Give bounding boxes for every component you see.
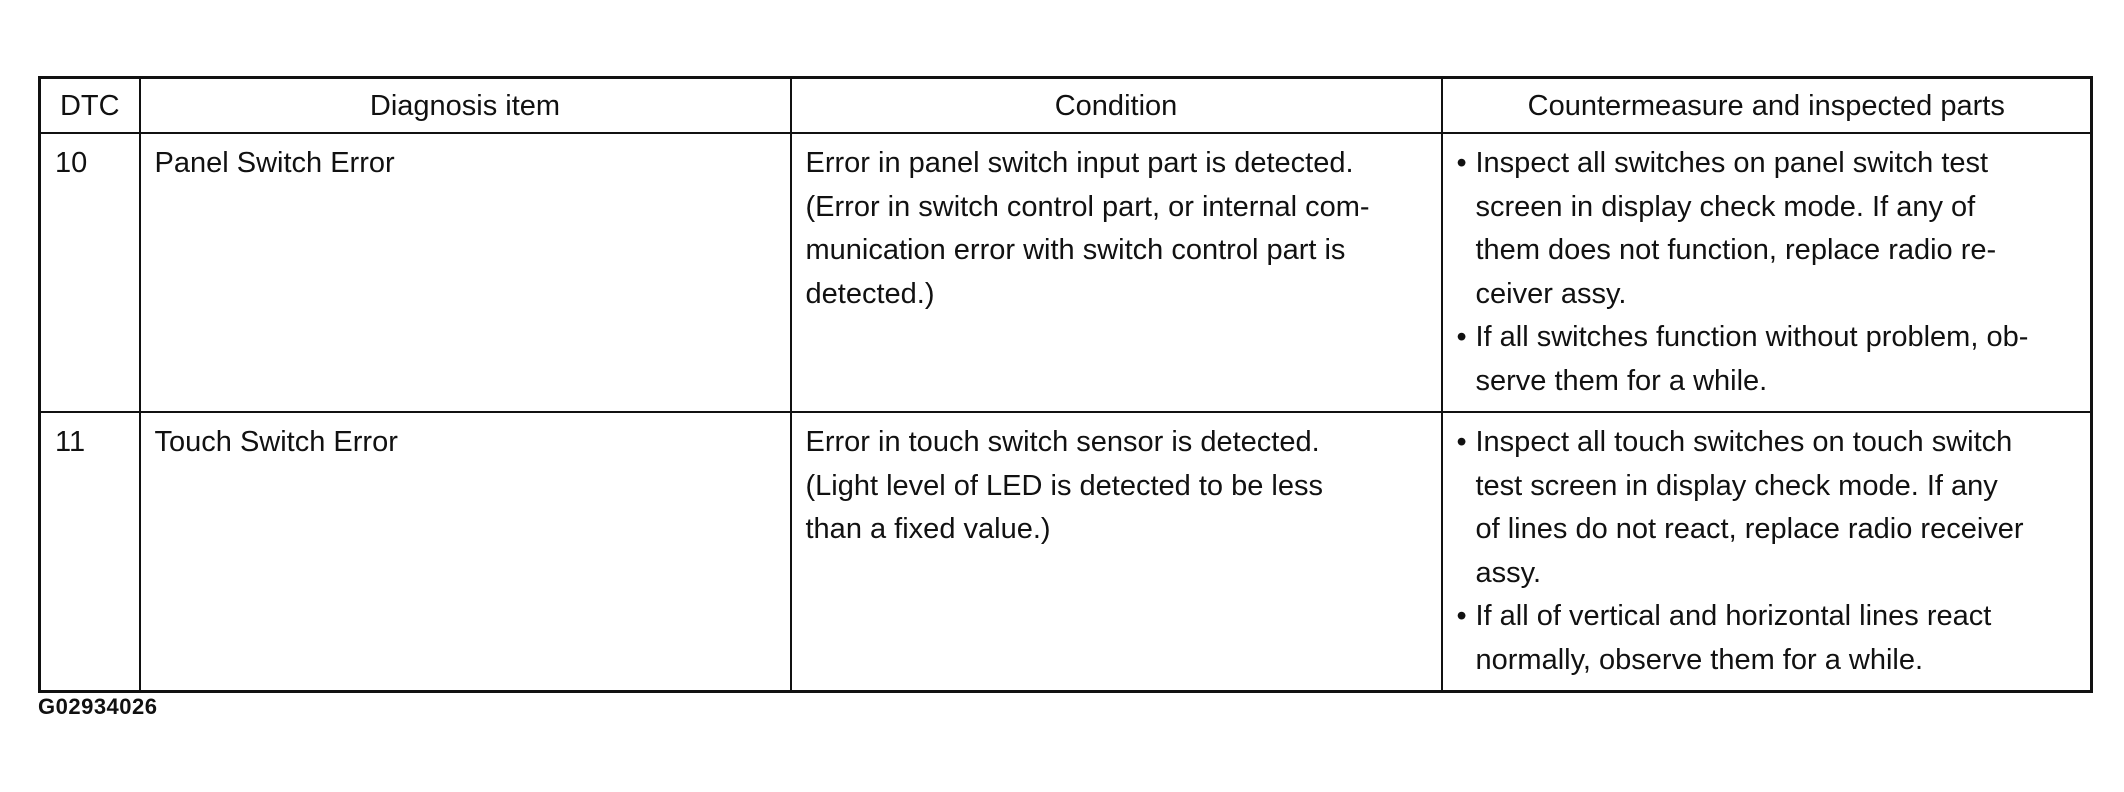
countermeasure-cell — [1442, 412, 2092, 692]
figure-code: G02934026 — [38, 694, 158, 719]
header-countermeasure: Countermeasure and inspected parts — [1442, 78, 2092, 134]
condition-cell: Error in panel switch input part is detected. (Error in switch control part, or internal com- munication error with switch control part is detected.) — [791, 133, 1442, 412]
countermeasure-item: • If all of vertical and horizontal lines react normally, observe them for a while. — [1457, 595, 2081, 682]
header-dtc: DTC — [40, 78, 140, 134]
countermeasure-item: • Inspect all touch switches on touch switch test screen in display check mode. If any of lines do not react, replace radio receiver assy. — [1457, 421, 2081, 595]
dtc-cell: 11 — [40, 412, 140, 692]
countermeasure-item: • If all switches function without problem, ob- serve them for a while. — [1457, 316, 2081, 403]
table-row — [40, 133, 2092, 412]
header-condition: Condition — [791, 78, 1442, 134]
diagnosis-table — [38, 76, 2093, 693]
countermeasure-cell — [1442, 133, 2092, 412]
header-diagnosis-item: Diagnosis item — [140, 78, 791, 134]
countermeasure-list — [1457, 421, 2081, 682]
countermeasure-item: • Inspect all switches on panel switch test screen in display check mode. If any of them does not function, replace radio re- ceiver assy. — [1457, 142, 2081, 316]
table-header-row — [40, 78, 2092, 134]
table-row — [40, 412, 2092, 692]
diagnosis-item-cell: Touch Switch Error — [140, 412, 791, 692]
condition-cell: Error in touch switch sensor is detected. (Light level of LED is detected to be less than a fixed value.) — [791, 412, 1442, 692]
countermeasure-list — [1457, 142, 2081, 403]
dtc-cell: 10 — [40, 133, 140, 412]
diagnosis-item-cell: Panel Switch Error — [140, 133, 791, 412]
